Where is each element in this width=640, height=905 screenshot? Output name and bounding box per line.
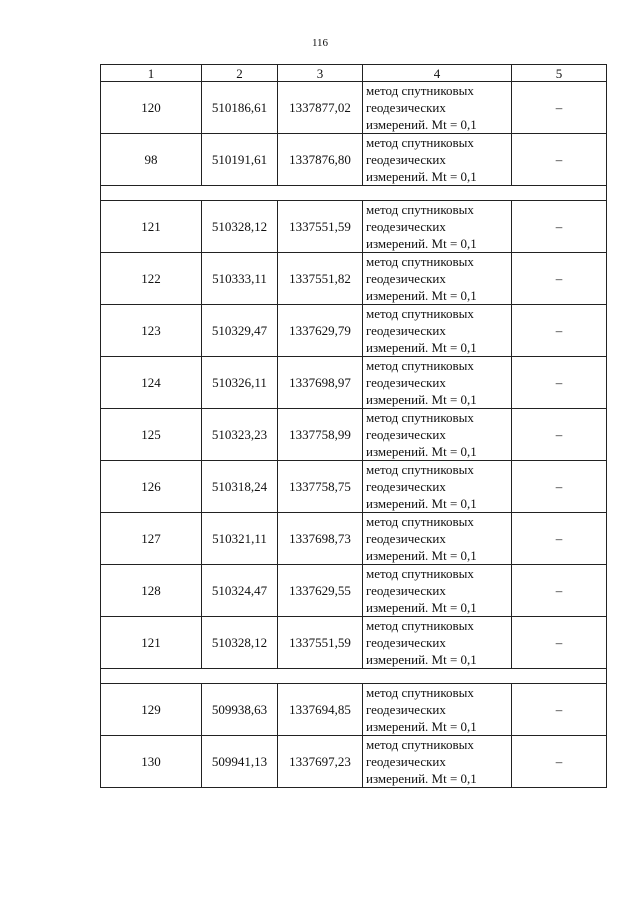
y-coordinate-cell: 1337758,99 — [278, 409, 363, 461]
method-text-line: измерений. Mt = 0,1 — [366, 288, 477, 303]
point-number-cell: 121 — [101, 617, 202, 669]
method-text-line: геодезических — [366, 219, 446, 234]
page-number: 116 — [311, 37, 329, 49]
point-number-cell: 120 — [101, 82, 202, 134]
method-text-line: измерений. Mt = 0,1 — [366, 548, 477, 563]
method-text-line: геодезических — [366, 152, 446, 167]
point-number-cell: 128 — [101, 565, 202, 617]
y-coordinate-cell: 1337629,79 — [278, 305, 363, 357]
point-number-cell: 126 — [101, 461, 202, 513]
method-text-line: измерений. Mt = 0,1 — [366, 719, 477, 734]
y-coordinate-cell: 1337876,80 — [278, 134, 363, 186]
method-text-line: метод спутниковых — [366, 410, 474, 425]
x-coordinate-cell: 510326,11 — [202, 357, 278, 409]
method-cell — [363, 736, 512, 788]
point-number-cell: 130 — [101, 736, 202, 788]
method-text-line: геодезических — [366, 323, 446, 338]
table-row — [101, 409, 607, 461]
method-text-line: метод спутниковых — [366, 135, 474, 150]
x-coordinate-cell: 510324,47 — [202, 565, 278, 617]
method-text-line: измерений. Mt = 0,1 — [366, 652, 477, 667]
table-body — [101, 65, 607, 788]
table-row — [101, 253, 607, 305]
point-number-cell: 98 — [101, 134, 202, 186]
y-coordinate-cell: 1337551,59 — [278, 617, 363, 669]
method-text-line: геодезических — [366, 531, 446, 546]
method-text-line: метод спутниковых — [366, 566, 474, 581]
method-cell — [363, 201, 512, 253]
method-cell — [363, 305, 512, 357]
y-coordinate-cell: 1337694,85 — [278, 684, 363, 736]
note-cell: – — [512, 305, 607, 357]
point-number-cell: 125 — [101, 409, 202, 461]
method-text-line: геодезических — [366, 702, 446, 717]
method-text-line: геодезических — [366, 375, 446, 390]
point-number-cell: 129 — [101, 684, 202, 736]
table-row — [101, 617, 607, 669]
y-coordinate-cell: 1337697,23 — [278, 736, 363, 788]
note-cell: – — [512, 617, 607, 669]
table-row — [101, 305, 607, 357]
y-coordinate-cell: 1337551,59 — [278, 201, 363, 253]
method-text-line: метод спутниковых — [366, 618, 474, 633]
note-cell: – — [512, 253, 607, 305]
header-cell-5: 5 — [512, 65, 607, 82]
method-text-line: геодезических — [366, 635, 446, 650]
method-cell — [363, 134, 512, 186]
coordinates-table — [100, 64, 607, 788]
method-text-line: измерений. Mt = 0,1 — [366, 169, 477, 184]
table-row — [101, 201, 607, 253]
method-text-line: метод спутниковых — [366, 685, 474, 700]
note-cell: – — [512, 461, 607, 513]
method-text-line: измерений. Mt = 0,1 — [366, 496, 477, 511]
method-text-line: измерений. Mt = 0,1 — [366, 117, 477, 132]
method-text-line: геодезических — [366, 754, 446, 769]
method-text-line: измерений. Mt = 0,1 — [366, 771, 477, 786]
table-row — [101, 565, 607, 617]
method-text-line: метод спутниковых — [366, 306, 474, 321]
x-coordinate-cell: 510186,61 — [202, 82, 278, 134]
table-row — [101, 461, 607, 513]
method-text-line: измерений. Mt = 0,1 — [366, 600, 477, 615]
method-text-line: измерений. Mt = 0,1 — [366, 236, 477, 251]
method-cell — [363, 253, 512, 305]
point-number-cell: 127 — [101, 513, 202, 565]
y-coordinate-cell: 1337877,02 — [278, 82, 363, 134]
method-cell — [363, 461, 512, 513]
note-cell: – — [512, 409, 607, 461]
note-cell: – — [512, 736, 607, 788]
method-cell — [363, 684, 512, 736]
note-cell: – — [512, 513, 607, 565]
x-coordinate-cell: 509941,13 — [202, 736, 278, 788]
note-cell: – — [512, 201, 607, 253]
note-cell: – — [512, 82, 607, 134]
note-cell: – — [512, 684, 607, 736]
method-text-line: метод спутниковых — [366, 83, 474, 98]
method-cell — [363, 617, 512, 669]
group-separator-cell — [101, 669, 607, 684]
method-cell — [363, 357, 512, 409]
method-cell — [363, 409, 512, 461]
table-row — [101, 82, 607, 134]
method-text-line: метод спутниковых — [366, 737, 474, 752]
note-cell: – — [512, 565, 607, 617]
note-cell: – — [512, 357, 607, 409]
method-text-line: метод спутниковых — [366, 358, 474, 373]
x-coordinate-cell: 510321,11 — [202, 513, 278, 565]
method-text-line: геодезических — [366, 271, 446, 286]
x-coordinate-cell: 510328,12 — [202, 201, 278, 253]
header-cell-3: 3 — [278, 65, 363, 82]
x-coordinate-cell: 510323,23 — [202, 409, 278, 461]
method-text-line: метод спутниковых — [366, 514, 474, 529]
header-cell-1: 1 — [101, 65, 202, 82]
method-text-line: геодезических — [366, 100, 446, 115]
table-row — [101, 357, 607, 409]
x-coordinate-cell: 510329,47 — [202, 305, 278, 357]
header-cell-2: 2 — [202, 65, 278, 82]
method-text-line: метод спутниковых — [366, 462, 474, 477]
method-text-line: метод спутниковых — [366, 202, 474, 217]
table-row — [101, 736, 607, 788]
note-cell: – — [512, 134, 607, 186]
method-text-line: измерений. Mt = 0,1 — [366, 444, 477, 459]
point-number-cell: 123 — [101, 305, 202, 357]
x-coordinate-cell: 510333,11 — [202, 253, 278, 305]
y-coordinate-cell: 1337698,73 — [278, 513, 363, 565]
method-text-line: измерений. Mt = 0,1 — [366, 340, 477, 355]
y-coordinate-cell: 1337758,75 — [278, 461, 363, 513]
group-separator-row — [101, 186, 607, 201]
method-text-line: метод спутниковых — [366, 254, 474, 269]
table-row — [101, 513, 607, 565]
method-text-line: геодезических — [366, 479, 446, 494]
x-coordinate-cell: 509938,63 — [202, 684, 278, 736]
point-number-cell: 121 — [101, 201, 202, 253]
y-coordinate-cell: 1337698,97 — [278, 357, 363, 409]
method-cell — [363, 565, 512, 617]
point-number-cell: 124 — [101, 357, 202, 409]
table-header-row — [101, 65, 607, 82]
method-cell — [363, 513, 512, 565]
y-coordinate-cell: 1337629,55 — [278, 565, 363, 617]
table-row — [101, 134, 607, 186]
table-row — [101, 684, 607, 736]
method-text-line: геодезических — [366, 583, 446, 598]
header-cell-4: 4 — [363, 65, 512, 82]
method-cell — [363, 82, 512, 134]
method-text-line: измерений. Mt = 0,1 — [366, 392, 477, 407]
x-coordinate-cell: 510318,24 — [202, 461, 278, 513]
x-coordinate-cell: 510191,61 — [202, 134, 278, 186]
y-coordinate-cell: 1337551,82 — [278, 253, 363, 305]
method-text-line: геодезических — [366, 427, 446, 442]
group-separator-row — [101, 669, 607, 684]
point-number-cell: 122 — [101, 253, 202, 305]
x-coordinate-cell: 510328,12 — [202, 617, 278, 669]
group-separator-cell — [101, 186, 607, 201]
